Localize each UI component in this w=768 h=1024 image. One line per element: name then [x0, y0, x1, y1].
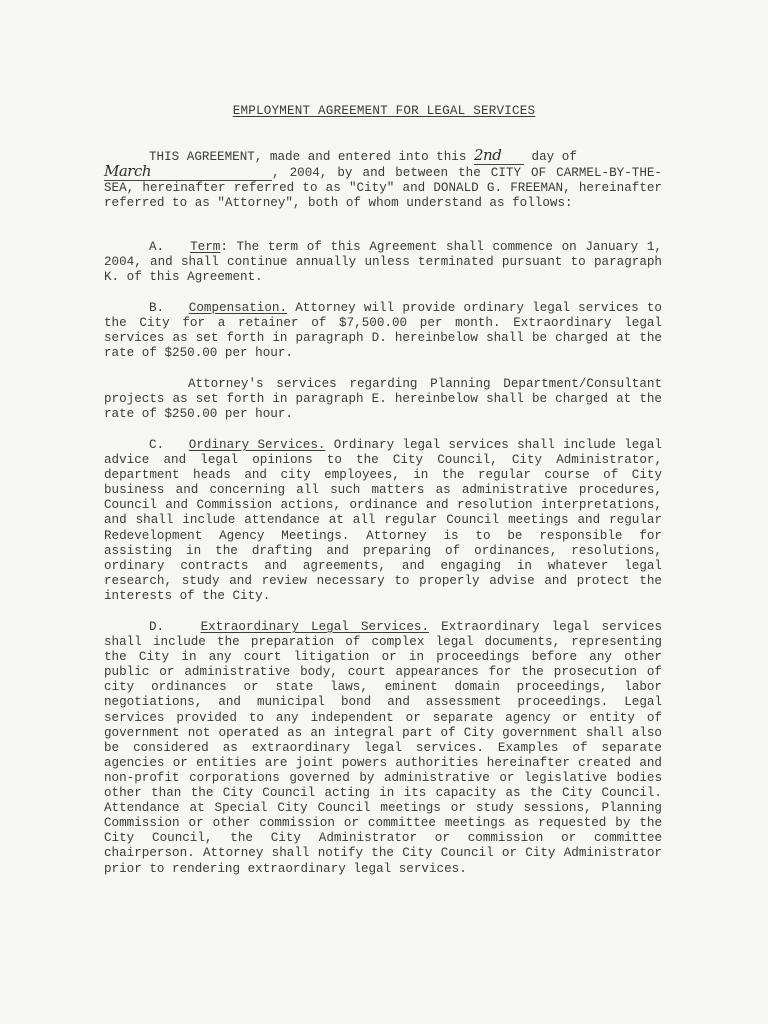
- section-b-body: Attorney will provide ordinary legal services to the City for a retainer of $7,500.00 per month. Extraordinary legal services as set forth in paragraph D. hereinbelow shall be charged at the rate of $250.00 per hour.: [104, 301, 662, 361]
- section-d-letter: D.: [149, 620, 165, 634]
- section-d-body: Extraordinary legal services shall include the preparation of complex legal documents, representing the City in any court litigation or in proceedings before any other public or administrative body, court appearances for the prosecution of city ordinances or state laws, eminent domain proceedings, labor negotiations, and municipal bond and assessment proceedings. Legal services provided to any independent or separate agency or entity of government not operated as an integral part of City government shall also be considered as extraordinary legal services. Examples of separate agencies or entities are joint powers authorities hereinafter created and non-profit corporations governed by administrative or legislative bodies other than the City Council acting in its capacity as the City Council. Attendance at Special City Council meetings or study sessions, Planning Commission or other commission or committee meetings as requested by the City Council, the City Administrator or commission or committee chairperson. Attorney shall notify the City Council or City Administrator prior to rendering extraordinary legal services.: [104, 620, 662, 876]
- handwritten-month: March: [104, 162, 152, 181]
- intro-lead: THIS AGREEMENT, made and entered into this: [149, 150, 467, 164]
- section-b-heading: Compensation.: [188, 301, 288, 315]
- section-a-heading: Term: [190, 240, 221, 254]
- section-c-heading: Ordinary Services.: [188, 438, 326, 452]
- intro-day-suffix: day of: [531, 150, 577, 164]
- section-b-second-paragraph: [104, 377, 662, 422]
- intro-body: , 2004, by and between the CITY OF CARMEL-BY-THE-SEA, hereinafter referred to as "City" and DONALD G. FREEMAN, hereinafter referred to as "Attorney", both of whom understand as follows:: [104, 166, 662, 211]
- section-a-letter: A.: [149, 240, 165, 254]
- section-a-paragraph: [104, 240, 662, 285]
- month-blank: [104, 162, 272, 181]
- section-c-paragraph: [104, 438, 662, 604]
- section-d-heading: Extraordinary Legal Services.: [200, 620, 430, 634]
- section-a-body: : The term of this Agreement shall commence on January 1, 2004, and shall continue annually unless terminated pursuant to paragraph K. of this Agreement.: [104, 240, 662, 285]
- handwritten-day: 2nd: [473, 146, 502, 164]
- section-c-letter: C.: [149, 438, 165, 452]
- day-blank: [473, 146, 524, 165]
- intro-paragraph: [104, 146, 662, 211]
- section-c-body: Ordinary legal services shall include legal advice and legal opinions to the City Council, City Administrator, department heads and city employees, in the regular course of City business and concerning all such matters as administrative procedures, Council and Commission actions, ordinance and resolution interpretations, and shall include attendance at all regular Council meetings and regular Redevelopment Agency Meetings. Attorney is to be responsible for assisting in the drafting and preparing of ordinances, resolutions, ordinary contracts and agreements, and engaging in whatever legal research, study and review necessary to properly advise and protect the interests of the City.: [104, 438, 662, 603]
- document-title: EMPLOYMENT AGREEMENT FOR LEGAL SERVICES: [232, 104, 536, 118]
- section-d-paragraph: [104, 620, 662, 877]
- section-b-letter: B.: [149, 301, 165, 315]
- section-b-second-body: Attorney's services regarding Planning Department/Consultant projects as set forth in paragraph E. hereinbelow shall be charged at the rate of $250.00 per hour.: [104, 377, 662, 422]
- section-b-paragraph: [104, 301, 662, 361]
